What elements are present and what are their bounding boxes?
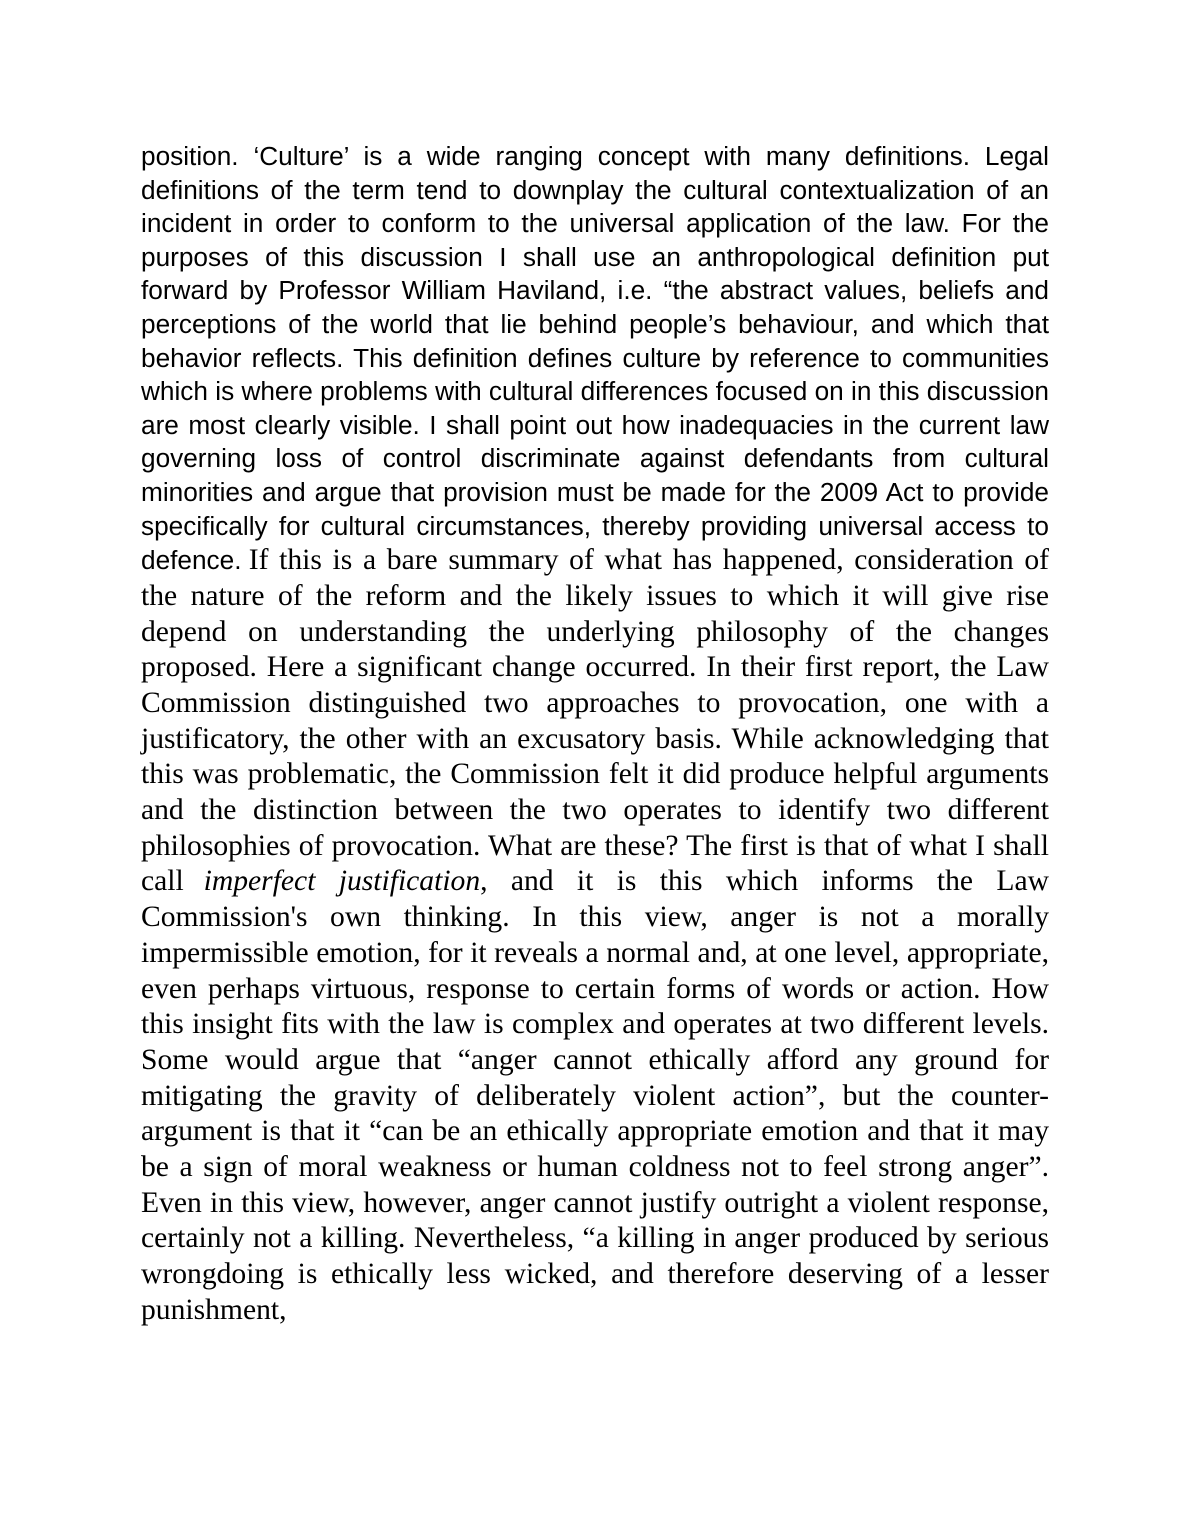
italic-term: imperfect justification — [203, 865, 481, 898]
serif-passage-after-italic: , and it is this which informs the Law Commission's own thinking. In this view, anger is not a morally impermissible emotion, for it reveals a normal and, at one level, appropriate, even perhaps virtuous, response to certain forms of words or action. How this insight fits with the law is complex and operates at two different levels. Some would argue that “anger cannot ethically afford any ground for mitigating the gravity of deliberately violent action”, but the counter-argument is that it “can be an ethically appropriate emotion and that it may be a sign of moral weakness or human coldness not to feel strong anger”. Even in this view, however, anger cannot justify outright a violent response, certainly not a killing. Nevertheless, “a killing in anger produced by serious wrongdoing is ethically less wicked, and therefore deserving of a lesser punishment, — [141, 865, 1049, 1326]
serif-passage-before-italic: If this is a bare summary of what has happened, consideration of the nature of the reform and the likely issues to which it will give rise depend on understanding the underlying philosophy of the changes proposed. Here a significant change occurred. In their first report, the Law Commission distinguished two approaches to provocation, one with a justificatory, the other with an excusatory basis. While acknowledging that this was problematic, the Commission felt it did produce helpful arguments and the distinction between the two operates to identify two different philosophies of provocation. What are these? The first is that of what I shall call — [141, 544, 1050, 898]
sans-serif-passage: position. ‘Culture’ is a wide ranging concept with many definitions. Legal definitions of the term tend to downplay the cultural contextualization of an incident in order to conform to the universal application of the law. For the purposes of this discussion I shall use an anthropological definition put forward by Professor William Haviland, i.e. “the abstract values, beliefs and perceptions of the world that lie behind people’s behaviour, and which that behavior reflects. This definition defines culture by reference to communities which is where problems with cultural differences focused on in this discussion are most clearly visible. I shall point out how inadequacies in the current law governing loss of control discriminate against defendants from cultural minorities and argue that provision must be made for the 2009 Act to provide specifically for cultural circumstances, thereby providing universal access to defence. — [141, 141, 1049, 576]
body-paragraph — [141, 140, 1049, 1329]
